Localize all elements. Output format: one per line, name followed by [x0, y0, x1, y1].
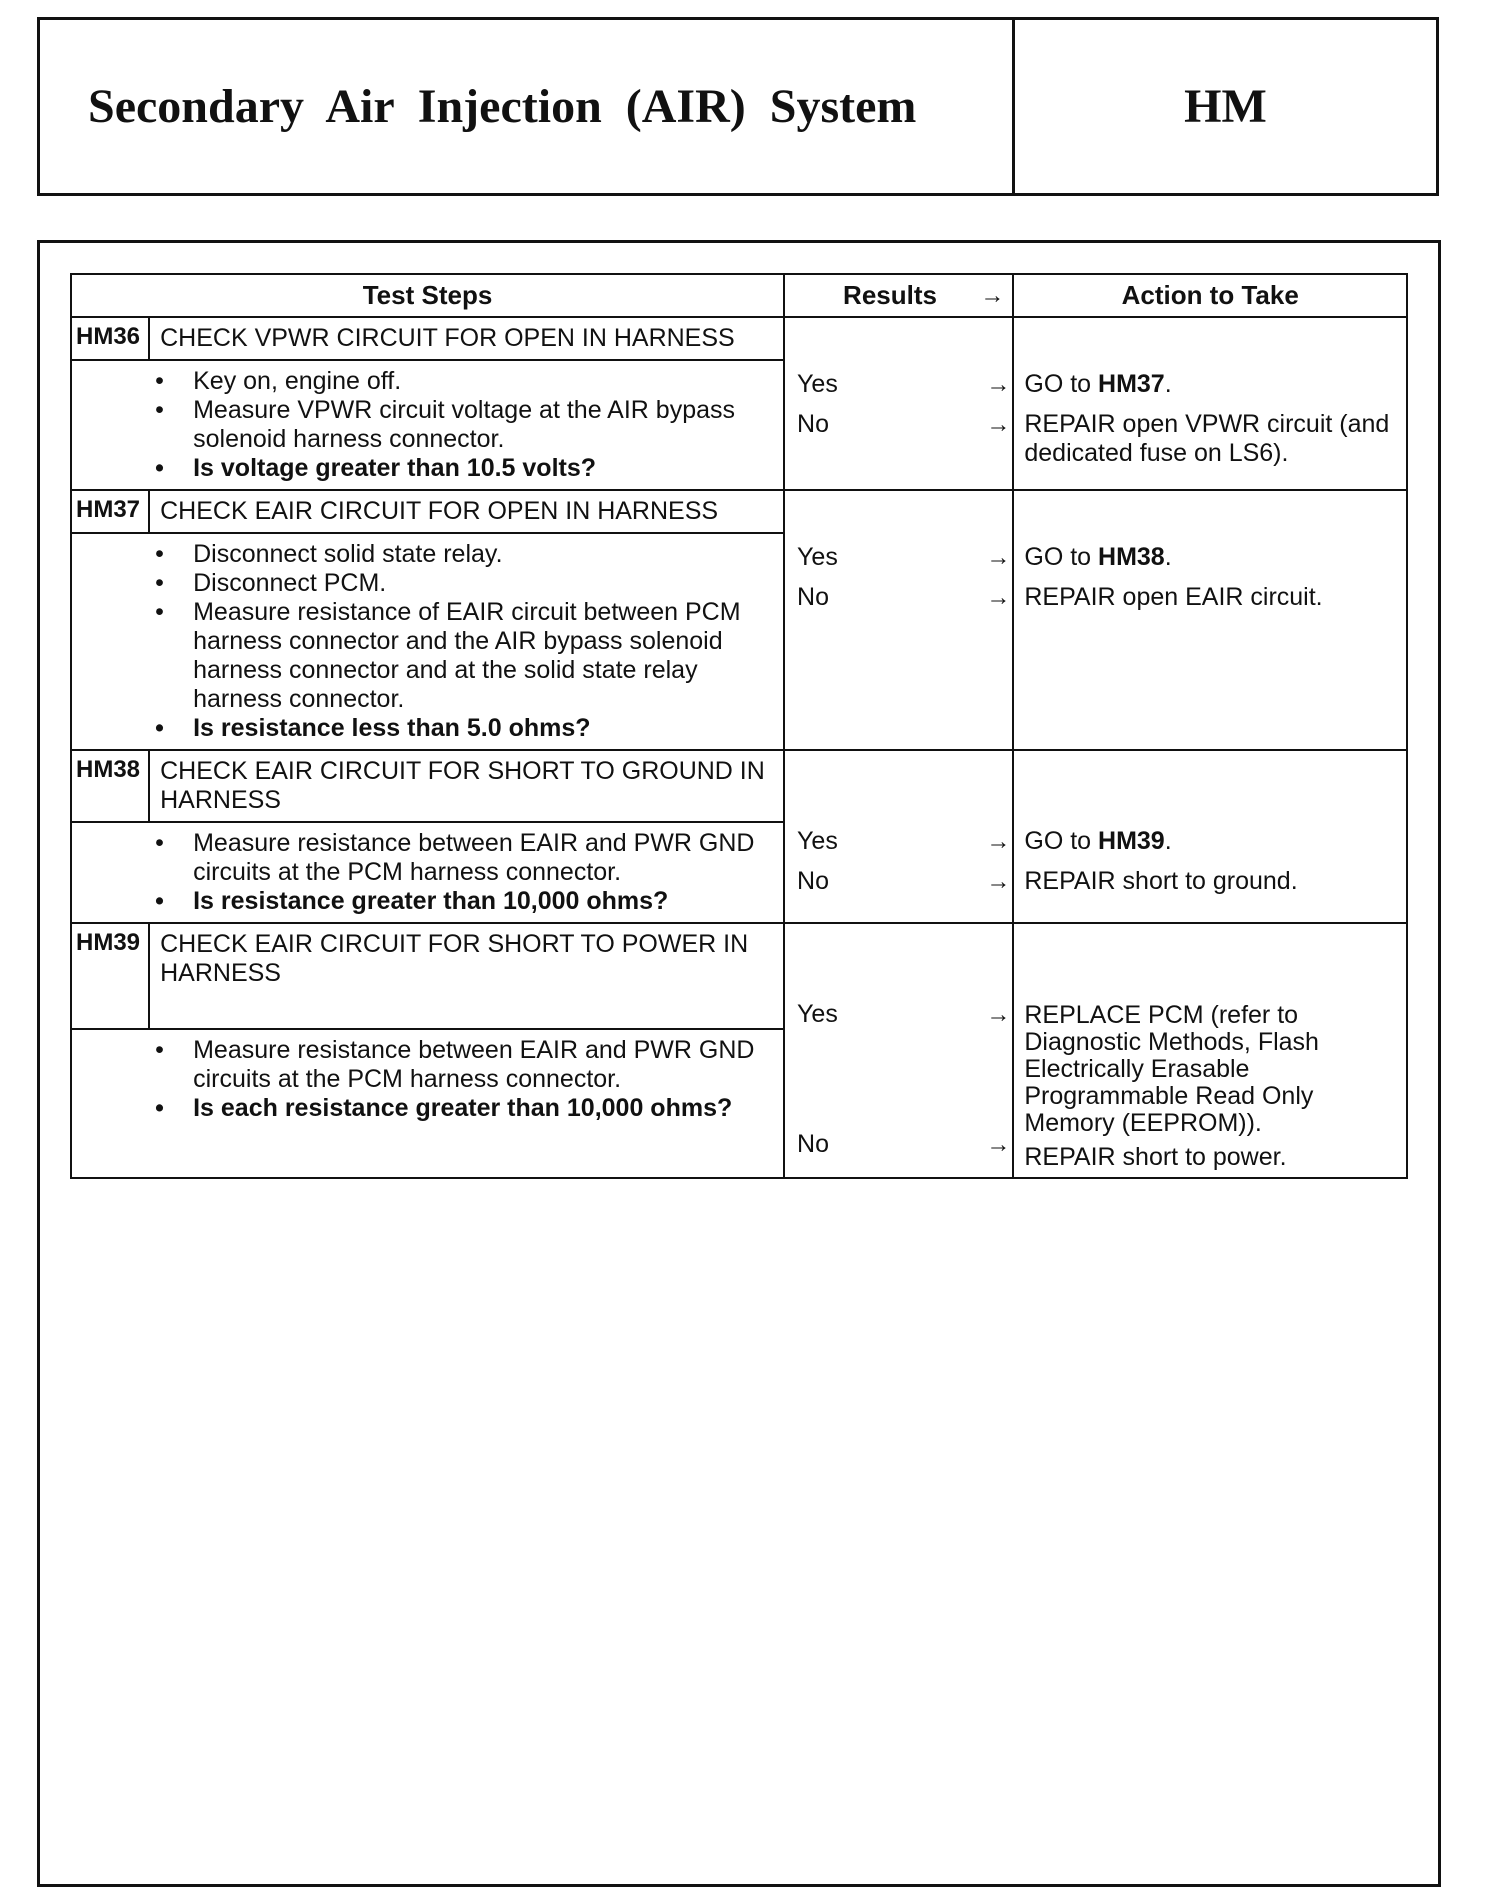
step-procedure	[149, 533, 784, 750]
step-title: CHECK EAIR CIRCUIT FOR SHORT TO GROUND IN HARNESS	[149, 750, 784, 822]
action-yes: GO to HM39.	[1024, 826, 1172, 855]
results-cell	[784, 923, 1013, 1178]
result-yes: Yes →	[797, 999, 1011, 1028]
arrow-icon: →	[986, 543, 1011, 571]
action-cell	[1013, 923, 1407, 1178]
results-cell	[784, 490, 1013, 750]
page-header	[37, 17, 1439, 196]
results-cell	[784, 317, 1013, 490]
results-header-label: Results	[843, 280, 937, 310]
step-title: CHECK EAIR CIRCUIT FOR SHORT TO POWER IN HARNESS	[149, 923, 784, 1029]
result-yes: Yes →	[797, 369, 1011, 398]
results-cell	[784, 750, 1013, 923]
section-code: HM	[1184, 80, 1267, 133]
result-yes: Yes →	[797, 826, 1011, 855]
page-title: Secondary Air Injection (AIR) System	[40, 20, 1015, 193]
step-title: CHECK VPWR CIRCUIT FOR OPEN IN HARNESS	[149, 317, 784, 360]
step-title-row	[71, 923, 1407, 1029]
action-cell	[1013, 750, 1407, 923]
step-title-row	[71, 490, 1407, 533]
results-header	[784, 274, 1013, 317]
action-cell	[1013, 317, 1407, 490]
action-no: REPAIR short to power.	[1024, 1142, 1287, 1171]
procedure-question: • Is resistance less than 5.0 ohms?	[149, 714, 775, 743]
arrow-icon: →	[986, 583, 1011, 611]
step-id: HM37	[71, 490, 149, 533]
action-yes: GO to HM37.	[1024, 369, 1172, 398]
result-no: No →	[797, 1129, 1011, 1158]
step-id: HM38	[71, 750, 149, 822]
step-title-row	[71, 750, 1407, 822]
procedure-item: • Measure resistance of EAIR circuit between PCM harness connector and the AIR bypass solenoid harness connector and at the solid state relay harness connector.	[149, 598, 775, 714]
step-procedure	[149, 360, 784, 490]
arrow-icon: →	[980, 282, 1005, 309]
arrow-icon: →	[986, 1130, 1011, 1158]
table-header-row	[71, 274, 1407, 317]
step-id: HM36	[71, 317, 149, 360]
procedure-item: • Key on, engine off.	[149, 367, 775, 396]
procedure-item: • Measure resistance between EAIR and PWR GND circuits at the PCM harness connector.	[149, 1036, 775, 1094]
procedure-question: • Is resistance greater than 10,000 ohms?	[149, 887, 775, 916]
procedure-question: • Is voltage greater than 10.5 volts?	[149, 454, 775, 483]
action-yes: GO to HM38.	[1024, 542, 1172, 571]
procedure-item: • Measure resistance between EAIR and PWR GND circuits at the PCM harness connector.	[149, 829, 775, 887]
step-title-row	[71, 317, 1407, 360]
action-cell	[1013, 490, 1407, 750]
step-procedure	[149, 822, 784, 923]
procedure-item: • Disconnect solid state relay.	[149, 540, 775, 569]
arrow-icon: →	[986, 1000, 1011, 1028]
arrow-icon: →	[986, 370, 1011, 398]
procedure-item: • Measure VPWR circuit voltage at the AIR bypass solenoid harness connector.	[149, 396, 775, 454]
arrow-icon: →	[986, 827, 1011, 855]
step-id: HM39	[71, 923, 149, 1029]
arrow-icon: →	[986, 867, 1011, 895]
procedure-item: • Disconnect PCM.	[149, 569, 775, 598]
result-no: No →	[797, 866, 1011, 895]
test-steps-header: Test Steps	[71, 274, 784, 317]
step-title: CHECK EAIR CIRCUIT FOR OPEN IN HARNESS	[149, 490, 784, 533]
action-no: REPAIR short to ground.	[1024, 866, 1298, 895]
action-yes: REPLACE PCM (refer to Diagnostic Methods, Flash Electrically Erasable Programmable Read Only Memory (EEPROM)).	[1024, 1001, 1319, 1137]
arrow-icon: →	[986, 410, 1011, 438]
result-no: No →	[797, 409, 1011, 438]
procedure-question: • Is each resistance greater than 10,000 ohms?	[149, 1094, 775, 1123]
result-yes: Yes →	[797, 542, 1011, 571]
action-no: REPAIR open EAIR circuit.	[1024, 582, 1323, 611]
result-no: No →	[797, 582, 1011, 611]
test-steps-table	[70, 273, 1408, 1179]
action-header: Action to Take	[1013, 274, 1407, 317]
action-no: REPAIR open VPWR circuit (and dedicated fuse on LS6).	[1024, 410, 1390, 467]
step-procedure	[149, 1029, 784, 1178]
